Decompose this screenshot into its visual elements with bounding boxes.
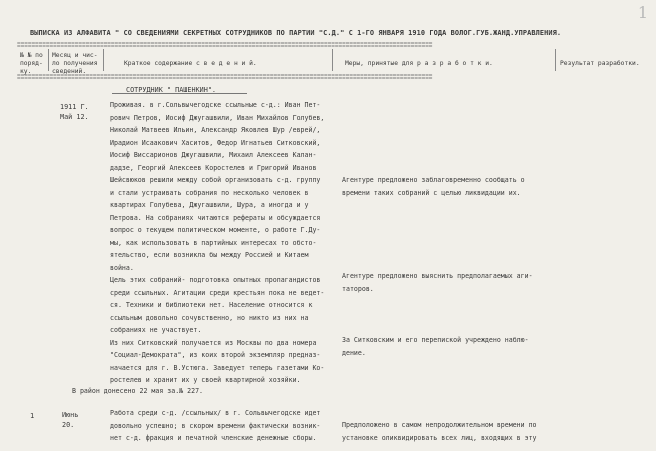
summary-line: и стали устраивать собрания по несколько человек в — [110, 188, 309, 197]
summary-line: мы, как использовать в партийных интересах то обсто- — [110, 238, 317, 247]
summary-line: дадзе, Георгий Алексеев Коростелев и Григорий Иванов — [110, 163, 317, 172]
summary-line: ссыльным довольно сочувственно, но никто из них на — [110, 313, 309, 322]
section-underline — [112, 93, 247, 94]
entry-date: Июнь 20. — [62, 411, 79, 429]
column-divider — [48, 49, 49, 71]
entry-summary — [110, 99, 324, 387]
summary-line: нет с-д. фракция и печатной членские денежные сборы. — [110, 434, 317, 442]
summary-line: ростелев и хранит их у своей квартирной хозяйки. — [110, 376, 301, 384]
summary-line: Петрова. На собраниях читаются рефераты и обсуждается — [110, 213, 321, 222]
summary-line: Николай Матвеев Ильин, Александр Яковлев Шур /еврей/, — [110, 126, 321, 134]
measure-item: Агентуре предложено выяснить предполагаемых аги- таторов. — [342, 272, 533, 293]
entry-summary — [110, 407, 320, 445]
summary-line: рович Петров, Иосиф Джугашвили, Иван Михайлов Голубев, — [110, 113, 325, 122]
summary-line: довольно успешно; в скором времени фактически возник- — [110, 421, 321, 430]
col-header-measures: Меры, принятые для р а з р а б о т к и. — [345, 60, 493, 67]
summary-line: Ирадион Исаакович Хаситов, Федор Игнатьев Ситковский, — [110, 138, 321, 147]
summary-line: ся. Техники и библиотеки нет. Население относится к — [110, 301, 313, 309]
divider-header-2 — [17, 77, 639, 80]
measure-item: За Ситковским и его перепиской учреждено наблю- дение. — [342, 336, 529, 357]
summary-line: Из них Ситковский получается из Москвы по два номера — [110, 338, 317, 347]
summary-line: война. — [110, 263, 134, 272]
summary-line: начается для г. В.Устюга. Заведует теперь газетами Ко- — [110, 363, 325, 372]
col-header-result: Результат разработки. — [560, 60, 640, 67]
divider-top-2 — [17, 45, 639, 48]
col-header-summary: Краткое содержание с в е д е н и й. — [124, 60, 257, 67]
summary-line: квартирах Голубева, Джугашвили, Шура, а иногда и у — [110, 201, 309, 209]
column-divider — [103, 49, 104, 71]
page-number: 1 — [637, 3, 648, 22]
col-header-date: Месяц и чис- ло получения сведений. — [52, 52, 98, 75]
column-divider — [332, 49, 333, 71]
entry-number: 1 — [30, 412, 35, 420]
summary-line: "Социал-Демократа", из коих второй экземпляр предназ- — [110, 351, 321, 359]
summary-line: Работа среди с-д. /ссыльных/ в г. Сольвычегодске идет — [110, 409, 321, 417]
column-divider — [555, 49, 556, 71]
document-title: ВЫПИСКА ИЗ АЛФАВИТА " СО СВЕДЕНИЯМИ СЕКРЕТНЫХ СОТРУДНИКОВ ПО ПАРТИИ "С.Д." С 1-ГО ЯНВАРЯ 1910 ГОДА ВОЛОГ.ГУБ.ЖАНД.УПРАВЛЕНИЯ. — [30, 29, 562, 37]
summary-line: собраниях не участвует. — [110, 326, 202, 334]
summary-line: Шейсвюков решили между собой организовать с-д. группу — [110, 176, 321, 184]
col-header-number: № № по поряд- ку. — [20, 52, 43, 75]
summary-line: Цель этих собраний- подготовка опытных пропагандистов — [110, 276, 321, 284]
measure-item: Предположено в самом непродолжительном времени по установке оликвидировать всех лиц, входящих в эту — [342, 421, 537, 442]
measure-item: Агентуре предложено заблаговременно сообщать о времени таких собраний с целью ликвидации их. — [342, 176, 525, 197]
summary-line: среди ссыльных. Агитации среди крестьян пока не ведет- — [110, 288, 325, 297]
summary-line: ятельство, если возникла бы между Россией и Китаем — [110, 251, 309, 259]
summary-line: Иосиф Виссарионов Джугашвили, Михаил Алексеев Калан- — [110, 151, 317, 159]
summary-line: Проживая. в г.Сольвычегодске ссыльные с-д.: Иван Пет- — [110, 101, 321, 109]
summary-line: вопрос о текущем политическом моменте, о работе Г.Ду- — [110, 226, 321, 234]
section-label: СОТРУДНИК " ПАШЕНКИН". — [126, 86, 217, 94]
entry-footer-note: В район донесено 22 мая за.№ 227. — [72, 387, 204, 395]
entry-date: 1911 Г. Май 12. — [60, 103, 89, 121]
